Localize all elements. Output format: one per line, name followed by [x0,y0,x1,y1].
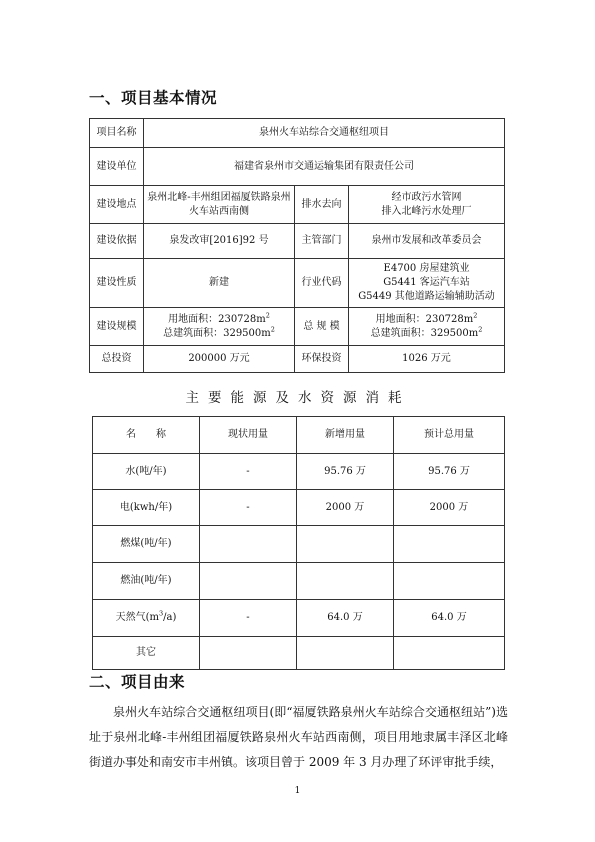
label-scale: 建设规模 [90,308,144,346]
origin-paragraph: 泉州火车站综合交通枢纽项目(即“福厦铁路泉州火车站综合交通枢纽站”)选址于泉州北峰-丰州组团福厦铁路泉州火车站西南侧，项目用地隶属丰泽区北峰街道办事处和南安市丰州镇。该项目曾于 2009 年 3 月办理了环评审批手续， [89,705,508,769]
label-builder: 建设单位 [90,148,144,186]
scale-total-floor-area: 总建筑面积：$329500m^2$ [370,325,483,339]
row-total [394,526,505,563]
resource-table-title: 主要能源及水资源消耗 [185,390,411,406]
label-project-name: 项目名称 [90,119,144,148]
row-current: - [200,600,297,637]
row-current [200,637,297,670]
value-basis: 泉发改审[2016]92 号 [144,224,295,259]
row-current: - [200,454,297,490]
industry-code-2: G5441 客运汽车站 [383,277,470,288]
table-row [93,563,505,600]
location-line-2: 火车站西南侧 [189,205,249,217]
table-row [93,600,505,637]
value-scale-total [349,308,505,346]
header-current: 现状用量 [200,417,297,454]
page-number: 1 [294,786,301,796]
basic-info-table [89,118,505,373]
drainage-line-1: 经市政污水管网 [391,191,462,203]
scale-total-land-area: 用地面积：$230728m^2$ [375,311,478,325]
value-scale [144,308,295,346]
header-added: 新增用量 [297,417,394,454]
label-authority: 主管部门 [295,224,349,259]
label-basis: 建设依据 [90,224,144,259]
value-nature: 新建 [144,259,295,308]
table-row [93,637,505,670]
row-name: 燃煤(吨/年) [93,526,200,563]
label-location: 建设地点 [90,186,144,224]
label-env-investment: 环保投资 [295,346,349,373]
row-name: 天然气$(m^3/a)$ [93,600,200,637]
section-heading-basic-info: 一、项目基本情况 [89,89,218,107]
label-industry: 行业代码 [295,259,349,308]
row-added [297,526,394,563]
row-name: 其它 [93,637,200,670]
row-added: 95.76 万 [297,454,394,490]
label-investment: 总投资 [90,346,144,373]
row-added: 2000 万 [297,490,394,526]
row-total: 64.0 万 [394,600,505,637]
row-added: 64.0 万 [297,600,394,637]
value-project-name: 泉州火车站综合交通枢纽项目 [144,119,505,148]
location-line-1: 泉州北峰-丰州组团福厦铁路泉州 [147,191,291,203]
row-name: 电(kwh/年) [93,490,200,526]
label-nature: 建设性质 [90,259,144,308]
row-total: 2000 万 [394,490,505,526]
value-location [144,186,295,224]
drainage-line-2: 排入北峰污水处理厂 [381,205,472,217]
row-total [394,637,505,670]
header-total: 预计总用量 [394,417,505,454]
row-added [297,563,394,600]
value-investment: 200000 万元 [144,346,295,373]
value-authority: 泉州市发展和改革委员会 [349,224,505,259]
row-name: 水(吨/年) [93,454,200,490]
row-total [394,563,505,600]
header-name: 名 称 [93,417,200,454]
scale-land-area: 用地面积：$230728m^2$ [168,311,270,325]
industry-code-1: E4700 房屋建筑业 [383,263,470,274]
row-added [297,637,394,670]
industry-code-3: G5449 其他道路运输辅助活动 [358,291,495,302]
section-heading-origin: 二、项目由来 [89,673,186,691]
table-row [93,454,505,490]
resource-table [92,416,505,670]
label-scale-total: 总 规 模 [295,308,349,346]
label-drainage: 排水去向 [295,186,349,224]
row-total: 95.76 万 [394,454,505,490]
row-current: - [200,490,297,526]
row-name: 燃油(吨/年) [93,563,200,600]
row-current [200,526,297,563]
table-row [93,490,505,526]
scale-floor-area: 总建筑面积：$329500m^2$ [163,325,275,339]
value-drainage [349,186,505,224]
row-current [200,563,297,600]
table-row [93,526,505,563]
value-env-investment: 1026 万元 [349,346,505,373]
value-industry [349,259,505,308]
value-builder: 福建省泉州市交通运输集团有限责任公司 [144,148,505,186]
